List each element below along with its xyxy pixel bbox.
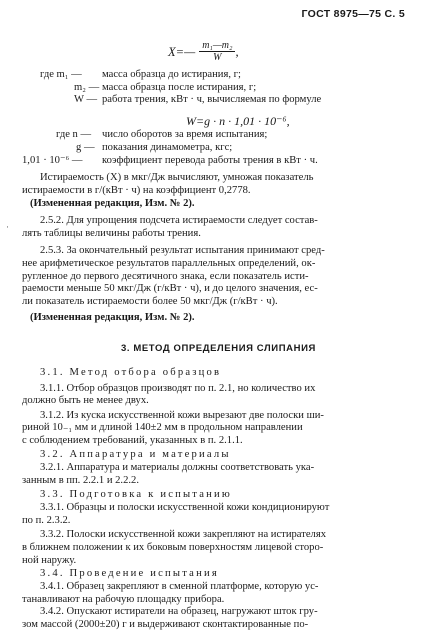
paragraph-line: 3.4.1. Образец закрепляют в сменной платформе, которую ус- xyxy=(40,581,319,593)
definition-lead: W — xyxy=(74,94,98,106)
definition-row xyxy=(0,141,423,154)
paragraph-line: ли показатель истираемости более 50 мкг/Дж (г/кВт · ч). xyxy=(22,295,278,307)
definition-row xyxy=(0,93,423,106)
section-heading: 3. МЕТОД ОПРЕДЕЛЕНИЯ СЛИПАНИЯ xyxy=(121,342,316,354)
definition-text: работа трения, кВт · ч, вычисляемая по формуле xyxy=(102,94,322,106)
definition-lead: m₂ — xyxy=(74,81,100,93)
paragraph-line: зом массой (2000±20) г и выдерживают сконтактированные по- xyxy=(22,619,309,630)
subsection-heading: 3.3. Подготовка к испытанию xyxy=(40,488,233,500)
paragraph-line: по п. 2.3.2. xyxy=(22,514,71,526)
paragraph-line: занным в пп. 2.2.1 и 2.2.2. xyxy=(22,474,139,486)
definition-lead: где m₁ — xyxy=(40,69,82,81)
paragraph-line: нее арифметическое результатов параллельных определений, ок- xyxy=(22,257,316,269)
paragraph-line: риной 10₋₁ мм и длиной 140±2 мм в продольном направлении xyxy=(22,422,303,434)
formula-abrasion: X=— $\frac{\text{m₁—m₂}}{W}$ , xyxy=(168,40,239,63)
paragraph-line: 3.3.1. Образцы и полоски искусственной кожи кондиционируют xyxy=(40,502,330,514)
formula-fraction xyxy=(199,40,235,64)
paragraph-line: Истираемость (X) в мкг/Дж вычисляют, умножая показатель xyxy=(40,172,314,184)
paragraph-line: ной наружу. xyxy=(22,554,77,566)
subsection-heading: 3.1. Метод отбора образцов xyxy=(40,366,222,378)
formula-work: W=g · n · 1,01 · 10⁻⁶, xyxy=(186,114,290,128)
paragraph-line: 3.3.2. Полоски искусственной кожи закрепляют на истирателях xyxy=(40,529,326,541)
definition-row xyxy=(0,154,423,167)
paragraph-line: ругленное до первого десятичного знака, если показатель исти- xyxy=(22,270,309,282)
definition-row xyxy=(0,128,423,141)
paragraph-line: с соблюдением требований, указанных в п. 2.1.1. xyxy=(22,435,243,447)
subsection-heading: 3.4. Проведение испытания xyxy=(40,568,219,580)
definition-text: масса образца после истирания, г; xyxy=(102,81,257,93)
definition-lead: g — xyxy=(76,142,95,154)
paragraph-line: 3.1.2. Из куска искусственной кожи вырезают две полоски ши- xyxy=(40,409,324,421)
definition-text: коэффициент перевода работы трения в кВт · ч. xyxy=(102,154,318,166)
definition-text: масса образца до истирания, г; xyxy=(102,69,241,81)
paragraph-line: 3.1.1. Отбор образцов производят по п. 2.1, но количество их xyxy=(40,382,316,394)
amendment-note: (Измененная редакция, Изм. № 2). xyxy=(30,312,195,324)
subsection-heading: 3.2. Аппаратура и материалы xyxy=(40,448,231,460)
paragraph-line: истираемости в г/(кВт · ч) на коэффициент 0,2778. xyxy=(22,184,251,196)
definition-text: показания динамометра, кгс; xyxy=(102,142,233,154)
paragraph-line: лять таблицы величины работы трения. xyxy=(22,227,201,239)
paragraph-line: 3.2.1. Аппаратура и материалы должны соответствовать ука- xyxy=(40,462,315,474)
margin-mark: · xyxy=(6,222,9,232)
definition-text: число оборотов за время испытания; xyxy=(102,129,268,141)
paragraph-line: раемости меньше 50 мкг/Дж (г/кВт · ч), и до целого значения, ес- xyxy=(22,283,318,295)
amendment-note: (Измененная редакция, Изм. № 2). xyxy=(30,197,195,209)
paragraph-line: 3.4.2. Опускают истиратели на образец, нагружают шток гру- xyxy=(40,606,318,618)
definition-row xyxy=(0,81,423,94)
paragraph-line: в ближнем положении к их боковым поверхностям лицевой сторо- xyxy=(22,542,324,554)
formula-lhs: X=— xyxy=(168,44,196,59)
paragraph-line: танавливают на рабочую площадку прибора. xyxy=(22,593,225,605)
formula-numerator: m₁—m₂ xyxy=(199,40,235,52)
definition-lead: 1,01 · 10⁻⁶ — xyxy=(22,154,83,166)
running-head: ГОСТ 8975—75 С. 5 xyxy=(301,8,405,20)
formula-denominator: W xyxy=(213,52,222,63)
definition-lead: где n — xyxy=(56,129,92,141)
paragraph-line: должно быть не менее двух. xyxy=(22,395,149,407)
definition-row xyxy=(0,68,423,81)
paragraph-line: 2.5.3. За окончательный результат испытания принимают сред- xyxy=(40,245,325,257)
paragraph-line: 2.5.2. Для упрощения подсчета истираемости следует состав- xyxy=(40,215,318,227)
